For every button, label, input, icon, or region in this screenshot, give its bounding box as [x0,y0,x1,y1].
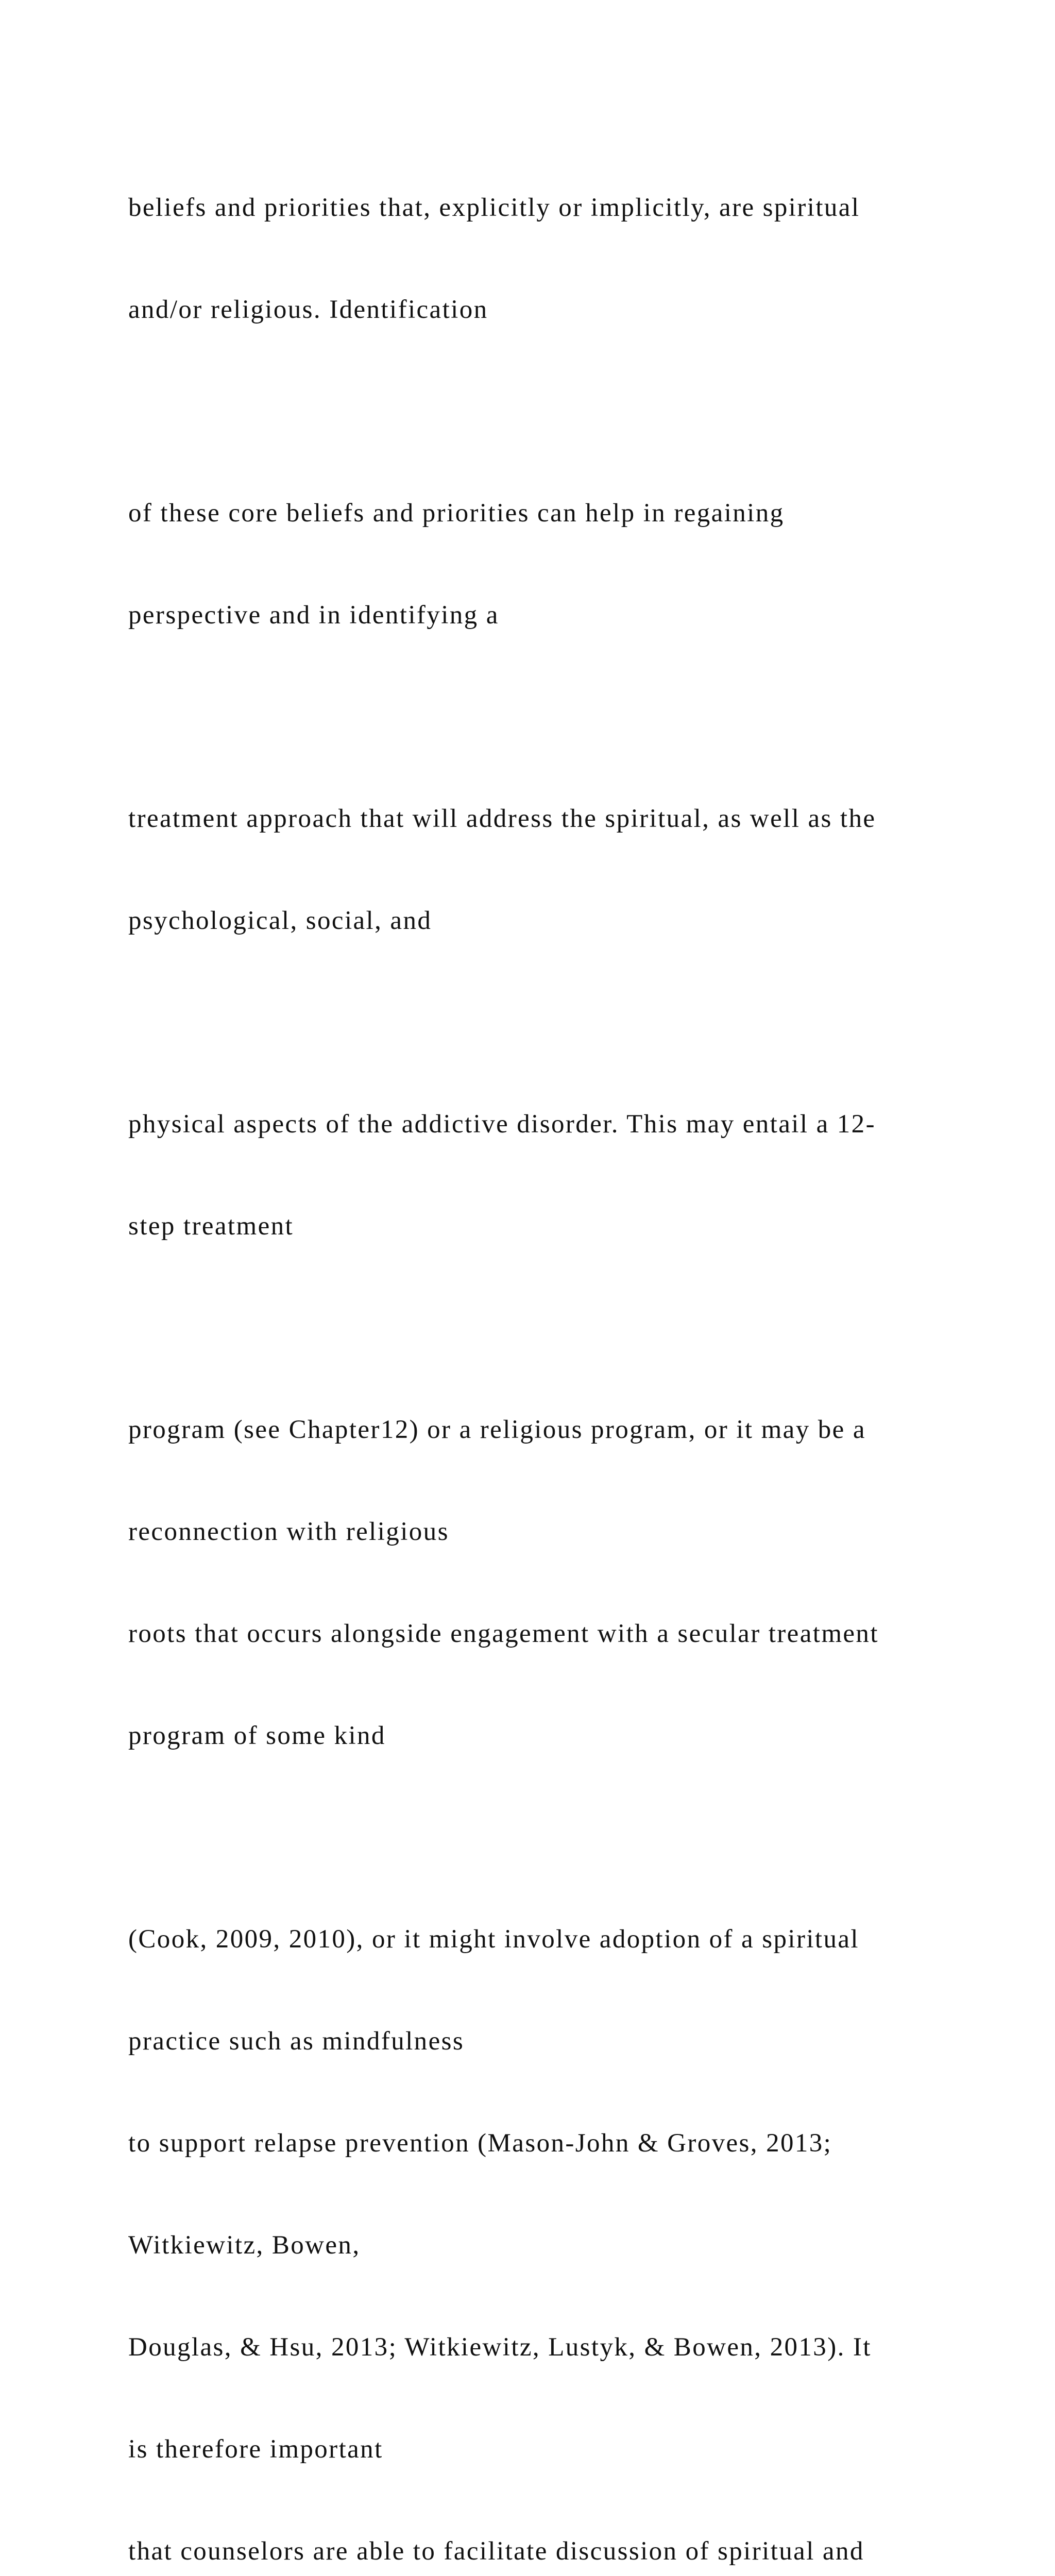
text-line: reconnection with religious [128,1517,449,1546]
text-line: of these core beliefs and priorities can help in regaining [128,499,785,528]
text-line: perspective and in identifying a [128,601,499,630]
text-line: (Cook, 2009, 2010), or it might involve adoption of a spiritual [128,1925,859,1954]
text-line: to support relapse prevention (Mason-John & Groves, 2013; [128,2129,832,2158]
text-line: program (see Chapter12) or a religious program, or it may be a [128,1415,866,1444]
text-line: physical aspects of the addictive disorder. This may entail a 12- [128,1110,876,1139]
text-line: roots that occurs alongside engagement with a secular treatment [128,1619,879,1648]
text-line: Witkiewitz, Bowen, [128,2231,361,2260]
paragraph [128,1854,1004,2576]
text-line: treatment approach that will address the spiritual, as well as the [128,804,876,833]
text-line: program of some kind [128,1721,386,1750]
text-line: Douglas, & Hsu, 2013; Witkiewitz, Lustyk, & Bowen, 2013). It [128,2333,872,2362]
body-text [128,123,1004,2576]
paragraph-gap [128,700,1004,734]
paragraph [128,1345,1004,1821]
text-line: beliefs and priorities that, explicitly or implicitly, are spiritual [128,193,860,222]
paragraph-gap [128,1006,1004,1039]
text-line: and/or religious. Identification [128,295,488,324]
text-line: that counselors are able to facilitate discussion of spiritual and [128,2537,864,2566]
paragraph [128,1039,1004,1311]
paragraph [128,123,1004,395]
paragraph [128,428,1004,700]
text-line: psychological, social, and [128,906,432,935]
paragraph-gap [128,395,1004,428]
text-line: is therefore important [128,2435,383,2464]
text-line: step treatment [128,1212,294,1241]
paragraph-gap [128,1821,1004,1854]
paragraph-gap [128,1311,1004,1345]
paragraph [128,734,1004,1006]
text-line: practice such as mindfulness [128,2027,465,2056]
